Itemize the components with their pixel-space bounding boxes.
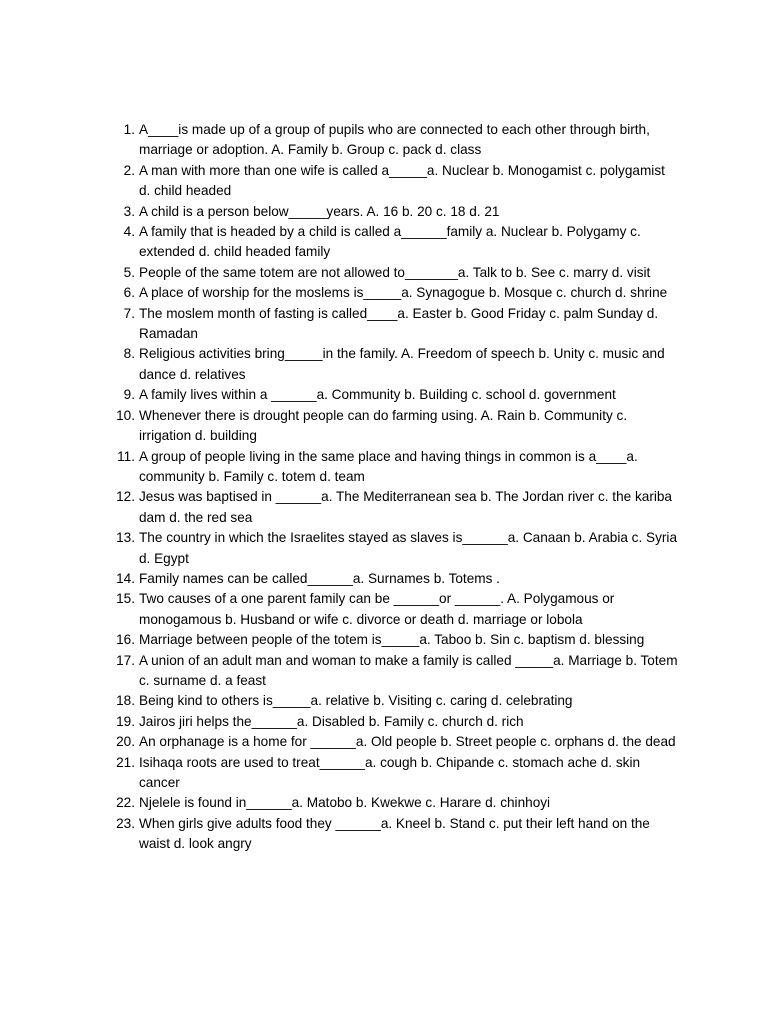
question-text: Marriage between people of the totem is_____a. Taboo b. Sin c. baptism d. blessing (139, 632, 645, 648)
question-number: 23. (116, 815, 135, 831)
question-number: 15. (116, 591, 135, 607)
question-text: Being kind to others is_____a. relative b. Visiting c. caring d. celebrating (139, 693, 573, 709)
question-item (113, 344, 679, 385)
question-text: The country in which the Israelites stayed as slaves is______a. Canaan b. Arabia c. Syria d. Egypt (139, 530, 678, 566)
question-item (113, 120, 679, 161)
question-item (113, 691, 679, 711)
question-number: 1. (123, 122, 135, 137)
question-text: A____is made up of a group of pupils who are connected to each other through birth, marriage or adoption. A. Family b. Group c. pack d. class (139, 122, 650, 158)
question-text: Two causes of a one parent family can be ______or ______. A. Polygamous or monogamous b. Husband or wife c. divorce or death d. marriage or lobola (139, 591, 615, 627)
question-number: 9. (123, 387, 135, 403)
question-item (113, 304, 679, 345)
question-text: A union of an adult man and woman to make a family is called _____a. Marriage b. Totem c. surname d. a feast (139, 652, 678, 688)
question-text: A family lives within a ______a. Community b. Building c. school d. government (139, 387, 616, 403)
question-number: 7. (123, 305, 135, 321)
question-item (113, 447, 679, 488)
question-item (113, 753, 679, 794)
question-item (113, 630, 679, 650)
question-number: 13. (116, 530, 135, 546)
question-text: People of the same totem are not allowed to_______a. Talk to b. See c. marry d. visit (139, 264, 651, 280)
question-number: 14. (116, 570, 135, 586)
question-text: Isihaqa roots are used to treat______a. cough b. Chipande c. stomach ache d. skin cancer (139, 754, 641, 790)
question-text: Jairos jiri helps the______a. Disabled b. Family c. church d. rich (139, 713, 524, 729)
question-number: 12. (116, 489, 135, 505)
question-number: 17. (116, 652, 135, 668)
question-item (113, 732, 679, 752)
question-item (113, 283, 679, 303)
question-text: Family names can be called______a. Surnames b. Totems . (139, 570, 500, 586)
question-number: 3. (123, 203, 135, 219)
question-text: A place of worship for the moslems is_____a. Synagogue b. Mosque c. church d. shrine (139, 285, 668, 301)
question-number: 19. (116, 713, 135, 729)
question-item (113, 528, 679, 569)
question-text: Jesus was baptised in ______a. The Mediterranean sea b. The Jordan river c. the kariba dam d. the red sea (139, 489, 672, 525)
question-text: When girls give adults food they ______a. Kneel b. Stand c. put their left hand on the waist d. look angry (139, 815, 650, 852)
question-text: A man with more than one wife is called a_____a. Nuclear b. Monogamist c. polygamist d. child headed (139, 162, 665, 199)
question-item (113, 263, 679, 283)
question-number: 8. (123, 346, 135, 362)
question-item (113, 487, 679, 528)
question-item (113, 406, 679, 447)
question-item (113, 385, 679, 405)
question-item (113, 793, 679, 813)
question-number: 4. (123, 224, 135, 240)
question-item (113, 712, 679, 732)
question-text: Whenever there is drought people can do farming using. A. Rain b. Community c. irrigation d. building (139, 407, 628, 444)
question-number: 10. (116, 407, 135, 423)
question-number: 11. (117, 448, 135, 464)
question-text: A child is a person below_____years. A. 16 b. 20 c. 18 d. 21 (139, 203, 500, 219)
question-number: 22. (116, 795, 135, 811)
question-text: Njelele is found in______a. Matobo b. Kwekwe c. Harare d. chinhoyi (139, 795, 551, 811)
question-number: 2. (123, 162, 135, 178)
question-number: 16. (116, 632, 135, 648)
question-item (113, 161, 679, 202)
question-number: 6. (123, 285, 135, 301)
question-list (113, 120, 679, 855)
question-item (113, 589, 679, 630)
question-text: A group of people living in the same place and having things in common is a____a. community b. Family c. totem d. team (139, 448, 638, 484)
question-text: The moslem month of fasting is called____a. Easter b. Good Friday c. palm Sunday d. Ramadan (139, 305, 659, 342)
question-number: 20. (116, 734, 135, 750)
question-text: Religious activities bring_____in the family. A. Freedom of speech b. Unity c. music and dance d. relatives (139, 346, 665, 382)
question-number: 5. (123, 264, 135, 280)
question-item (113, 651, 679, 692)
question-item (113, 202, 679, 222)
question-item (113, 222, 679, 263)
question-item (113, 569, 679, 589)
question-number: 18. (116, 693, 135, 709)
question-number: 21. (116, 754, 135, 770)
question-text: A family that is headed by a child is called a______family a. Nuclear b. Polygamy c. extended d. child headed family (139, 224, 641, 260)
question-text: An orphanage is a home for ______a. Old people b. Street people c. orphans d. the dead (139, 734, 676, 750)
question-item (113, 814, 679, 855)
